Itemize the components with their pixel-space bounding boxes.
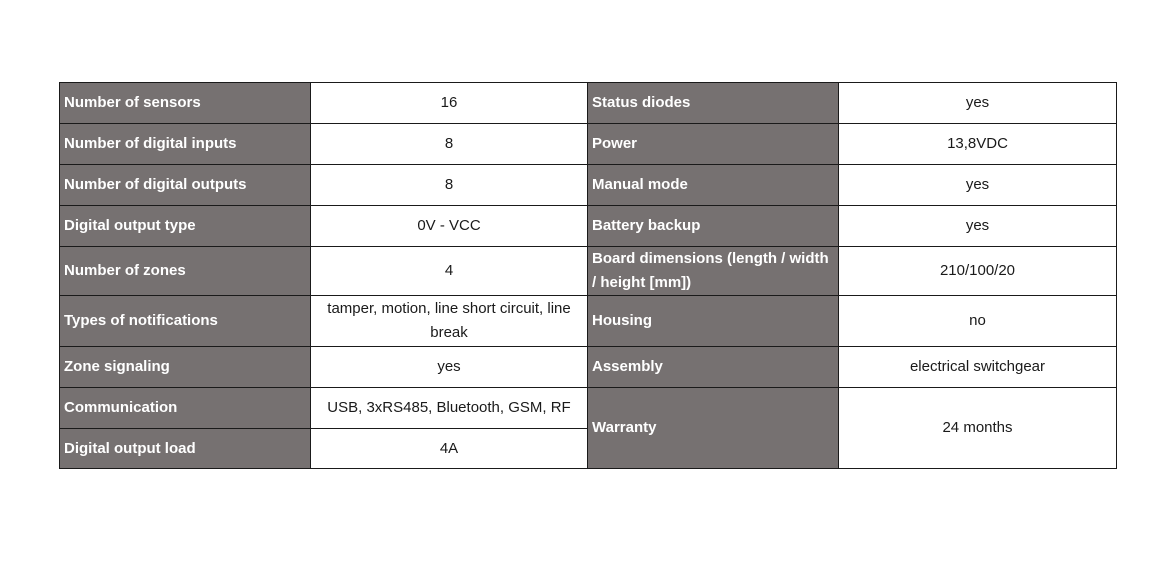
spec-label: Battery backup [588, 206, 839, 247]
spec-label: Digital output load [60, 429, 311, 469]
spec-value: USB, 3xRS485, Bluetooth, GSM, RF [311, 388, 588, 429]
spec-value: yes [839, 83, 1117, 124]
spec-value: no [839, 296, 1117, 347]
spec-value: 0V - VCC [311, 206, 588, 247]
spec-label: Communication [60, 388, 311, 429]
spec-label: Types of notifications [60, 296, 311, 347]
spec-label: Zone signaling [60, 347, 311, 388]
spec-label: Status diodes [588, 83, 839, 124]
table-row [60, 347, 1117, 388]
table-row [60, 296, 1117, 347]
spec-label: Power [588, 124, 839, 165]
spec-label: Manual mode [588, 165, 839, 206]
table-row [60, 388, 1117, 429]
spec-value: 210/100/20 [839, 247, 1117, 296]
spec-value: yes [839, 165, 1117, 206]
spec-value: 24 months [839, 388, 1117, 469]
spec-label: Housing [588, 296, 839, 347]
spec-value: 16 [311, 83, 588, 124]
spec-value: yes [839, 206, 1117, 247]
table-row [60, 83, 1117, 124]
spec-label: Number of digital outputs [60, 165, 311, 206]
specifications-table [59, 82, 1117, 469]
spec-label: Board dimensions (length / width / height [mm]) [588, 247, 839, 296]
spec-label: Warranty [588, 388, 839, 469]
spec-value: 13,8VDC [839, 124, 1117, 165]
spec-value: 8 [311, 165, 588, 206]
spec-value: electrical switchgear [839, 347, 1117, 388]
table-row [60, 247, 1117, 296]
spec-label: Number of digital inputs [60, 124, 311, 165]
spec-value: yes [311, 347, 588, 388]
spec-label: Assembly [588, 347, 839, 388]
spec-value: 4A [311, 429, 588, 469]
spec-value: 4 [311, 247, 588, 296]
table-row [60, 206, 1117, 247]
spec-value: tamper, motion, line short circuit, line break [311, 296, 588, 347]
spec-label: Number of zones [60, 247, 311, 296]
spec-label: Digital output type [60, 206, 311, 247]
spec-value: 8 [311, 124, 588, 165]
spec-label: Number of sensors [60, 83, 311, 124]
table-row [60, 124, 1117, 165]
table-row [60, 165, 1117, 206]
